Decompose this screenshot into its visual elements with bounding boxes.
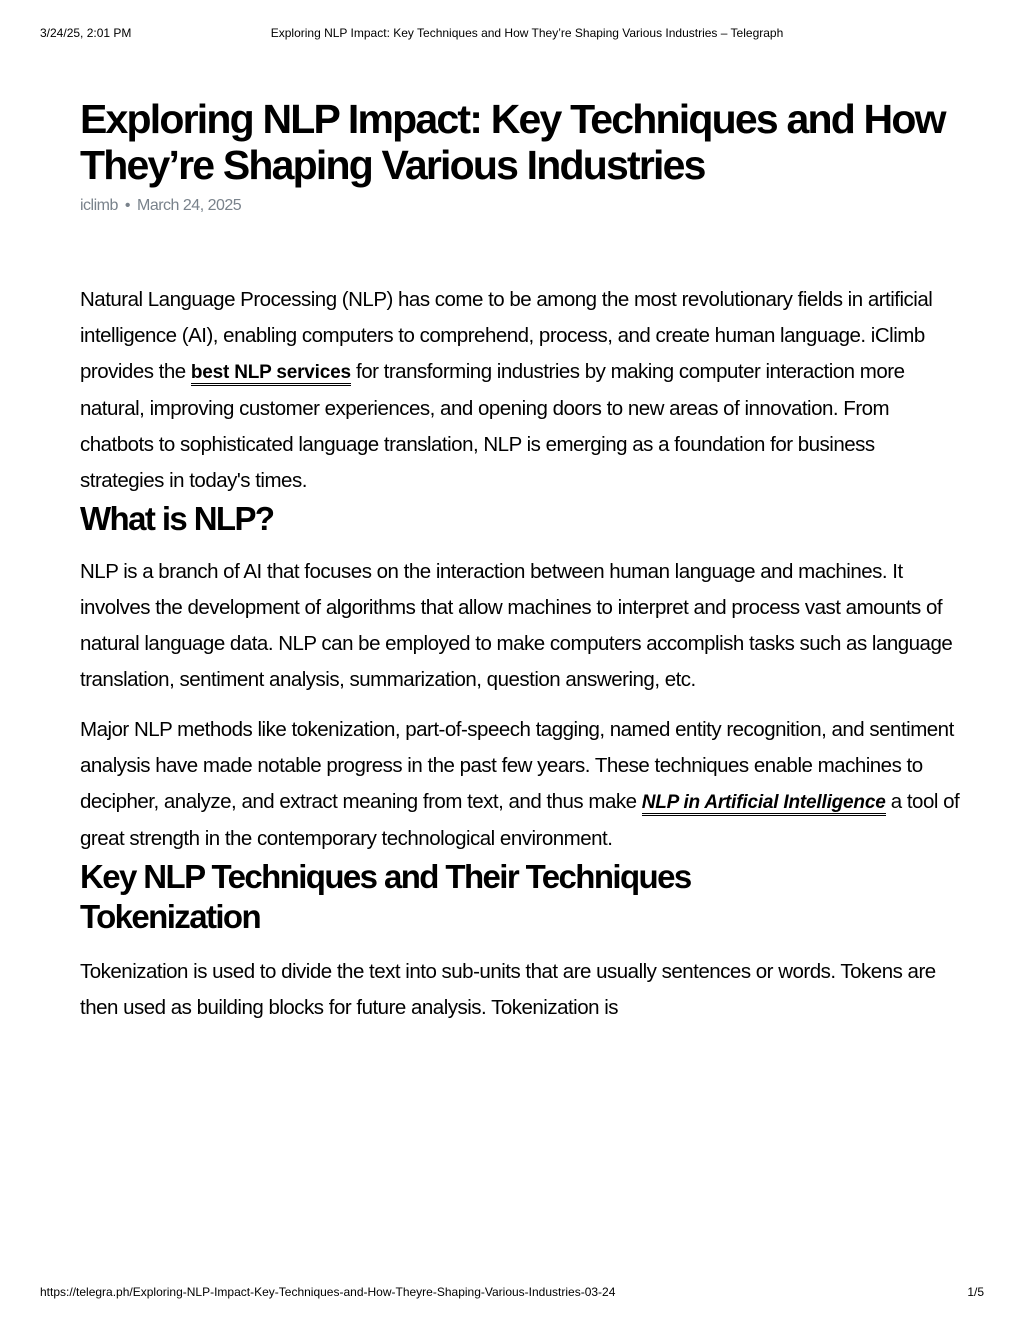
publish-date: March 24, 2025 (137, 197, 242, 214)
paragraph-tokenization: Tokenization is used to divide the text into sub-units that are usually sentences or words. Tokens are then used as building blocks for future analysis. Tokenization is (80, 960, 936, 1019)
author-name[interactable]: iclimb (80, 197, 118, 214)
heading-what-is-nlp: What is NLP? (80, 500, 274, 537)
paragraph-text: a tool of great strength in the contemporary technological environment. (80, 790, 960, 850)
print-footer (40, 1285, 984, 1299)
article (80, 96, 960, 1026)
paragraph-text: for transforming industries by making computer interaction more natural, improving customer experiences, and opening doors to new areas of innovation. From chatbots to sophisticated language translation, NLP is emerging as a foundation for business strategies in today's times. (80, 360, 905, 492)
best-nlp-services-link[interactable]: best NLP services (191, 362, 351, 386)
print-doc-title: Exploring NLP Impact: Key Techniques and How They’re Shaping Various Industries – Telegraph (270, 26, 784, 40)
page-number: 1/5 (967, 1285, 984, 1299)
paragraph-nlp-definition: NLP is a branch of AI that focuses on the interaction between human language and machines. It involves the development of algorithms that allow machines to interpret and process vast amounts of natural language data. NLP can be employed to make computers accomplish tasks such as language translation, sentiment analysis, summarization, question answering, etc. (80, 560, 953, 691)
paragraph-intro (80, 282, 960, 499)
print-date: 3/24/25, 2:01 PM (40, 26, 132, 40)
byline-separator: • (124, 197, 130, 214)
paragraph-text: Natural Language Processing (NLP) has come to be among the most revolutionary fields in artificial intelligence (AI), enabling computers to comprehend, process, and create human language. iClimb provides the (80, 288, 933, 383)
article-title: Exploring NLP Impact: Key Techniques and How They’re Shaping Various Industries (80, 96, 945, 188)
nlp-in-ai-link[interactable]: NLP in Artificial Intelligence (642, 792, 886, 816)
byline (80, 197, 960, 215)
paragraph-nlp-methods (80, 712, 960, 857)
print-url: https://telegra.ph/Exploring-NLP-Impact-Key-Techniques-and-How-Theyre-Shaping-Various-Industries-03-24 (40, 1285, 616, 1299)
paragraph-text: Major NLP methods like tokenization, part-of-speech tagging, named entity recognition, and sentiment analysis have made notable progress in the past few years. These techniques enable machines to decipher, analyze, and extract meaning from text, and thus make (80, 718, 954, 813)
heading-key-techniques: Key NLP Techniques and Their Techniques (80, 858, 691, 895)
heading-tokenization: Tokenization (80, 898, 261, 935)
